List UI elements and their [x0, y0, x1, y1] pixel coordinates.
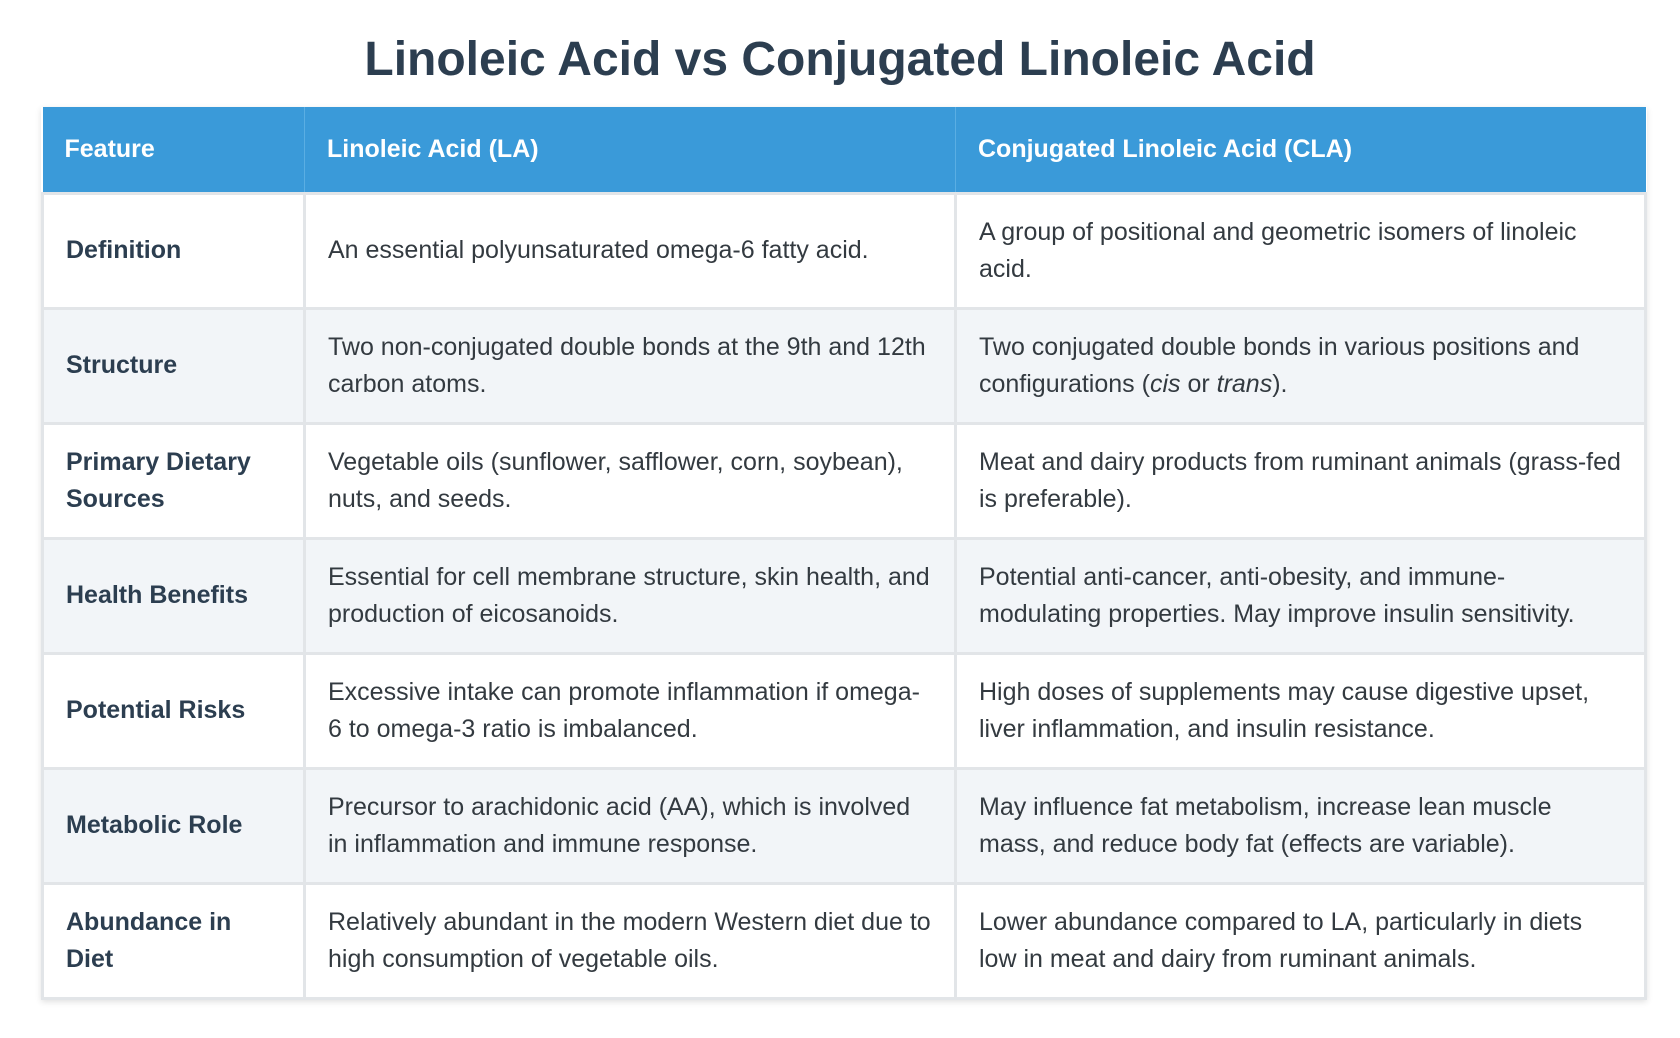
cla-text-or: or — [1180, 369, 1217, 398]
la-cell: Relatively abundant in the modern Western diet due to high consumption of vegetable oils. — [305, 883, 956, 998]
feature-cell: Definition — [43, 193, 305, 308]
feature-cell: Structure — [43, 308, 305, 423]
cla-cell: Lower abundance compared to LA, particularly in diets low in meat and dairy from ruminant animals. — [956, 883, 1646, 998]
feature-cell: Primary Dietary Sources — [43, 423, 305, 538]
table-row — [43, 308, 1646, 423]
cla-cell: High doses of supplements may cause digestive upset, liver inflammation, and insulin resistance. — [956, 653, 1646, 768]
feature-cell: Health Benefits — [43, 538, 305, 653]
la-cell: Excessive intake can promote inflammation if omega-6 to omega-3 ratio is imbalanced. — [305, 653, 956, 768]
feature-cell: Abundance in Diet — [43, 883, 305, 998]
header-feature: Feature — [43, 107, 305, 193]
table-row — [43, 653, 1646, 768]
feature-cell: Potential Risks — [43, 653, 305, 768]
la-cell: Vegetable oils (sunflower, safflower, corn, soybean), nuts, and seeds. — [305, 423, 956, 538]
cla-cell: Meat and dairy products from ruminant animals (grass-fed is preferable). — [956, 423, 1646, 538]
table-row — [43, 538, 1646, 653]
cla-cell: A group of positional and geometric isomers of linoleic acid. — [956, 193, 1646, 308]
header-la: Linoleic Acid (LA) — [305, 107, 956, 193]
table-row — [43, 768, 1646, 883]
cla-text-suffix: ). — [1272, 369, 1288, 398]
header-cla: Conjugated Linoleic Acid (CLA) — [956, 107, 1646, 193]
la-cell: Two non-conjugated double bonds at the 9th and 12th carbon atoms. — [305, 308, 956, 423]
feature-cell: Metabolic Role — [43, 768, 305, 883]
cla-text-cis: cis — [1149, 369, 1181, 398]
page-title: Linoleic Acid vs Conjugated Linoleic Acid — [364, 33, 1316, 86]
la-cell: An essential polyunsaturated omega-6 fatty acid. — [305, 193, 956, 308]
table-row — [43, 193, 1646, 308]
cla-text-trans: trans — [1216, 369, 1273, 398]
cla-cell: Potential anti-cancer, anti-obesity, and immune-modulating properties. May improve insulin sensitivity. — [956, 538, 1646, 653]
cla-cell: May influence fat metabolism, increase lean muscle mass, and reduce body fat (effects are variable). — [956, 768, 1646, 883]
la-cell: Precursor to arachidonic acid (AA), which is involved in inflammation and immune response. — [305, 768, 956, 883]
table-row — [43, 883, 1646, 998]
table-header-row — [43, 107, 1646, 193]
table-row — [43, 423, 1646, 538]
cla-cell — [956, 308, 1646, 423]
la-cell: Essential for cell membrane structure, skin health, and production of eicosanoids. — [305, 538, 956, 653]
comparison-table — [41, 107, 1647, 1000]
cla-text-prefix: Two conjugated double bonds in various positions and configurations ( — [979, 332, 1580, 398]
